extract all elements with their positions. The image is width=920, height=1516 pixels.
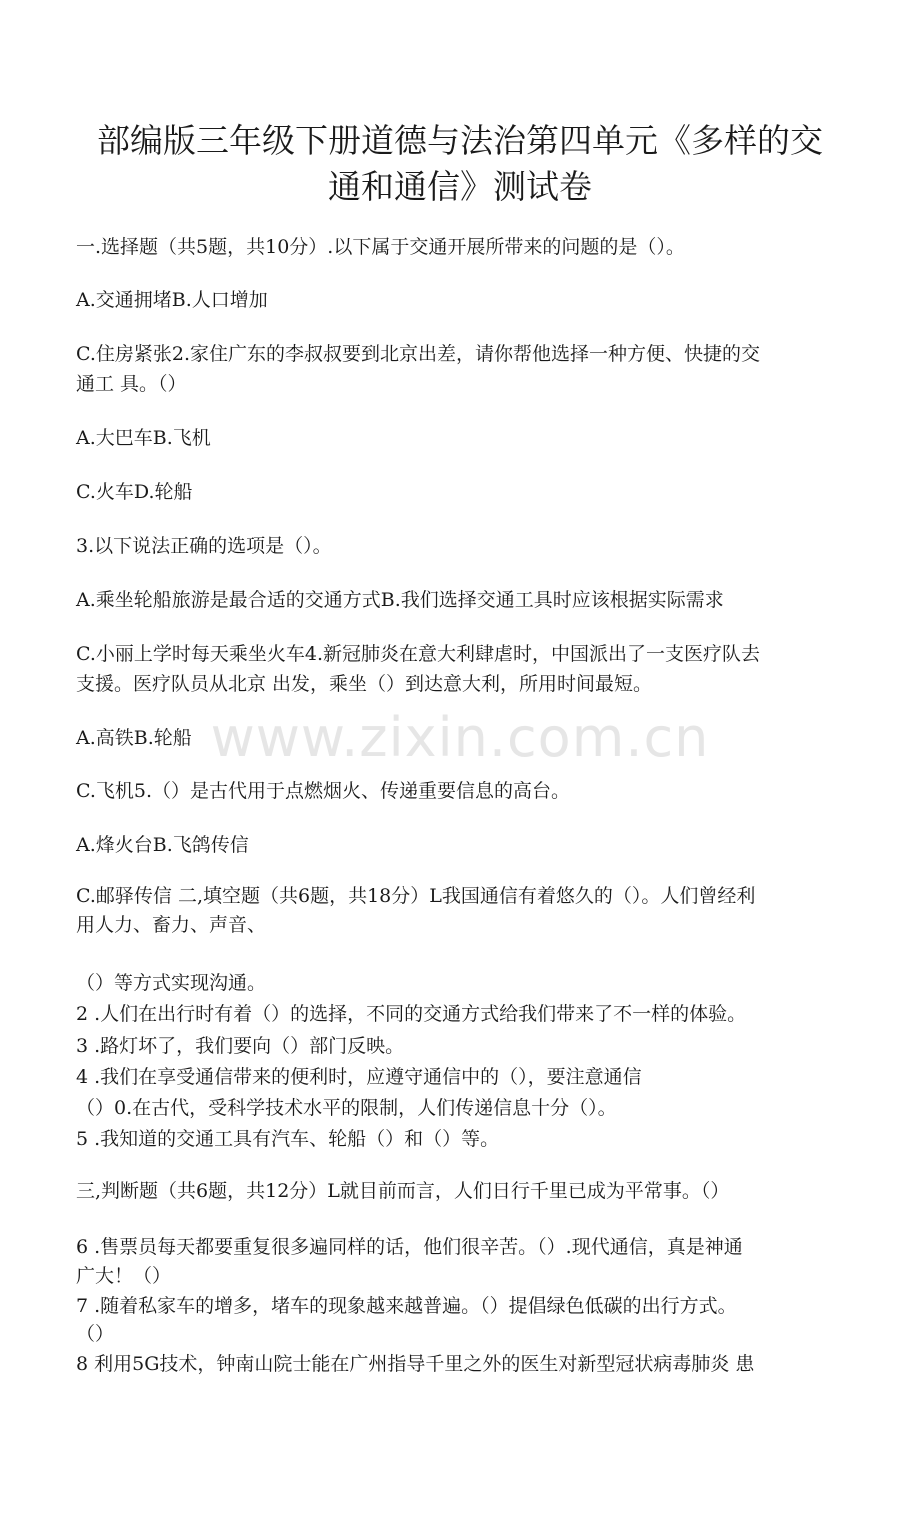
section-1-heading: 一.选择题（共5题，共10分）.以下属于交通开展所带来的问题的是（）。: [76, 236, 685, 258]
section-3-q8: 8 利用5G技术，钟南山院士能在广州指导千里之外的医生对新型冠状病毒肺炎 患: [76, 1353, 755, 1375]
q2-continued: 通工 具。（）: [76, 373, 187, 395]
section-2-q3: 3 .路灯坏了，我们要向（）部门反映。: [76, 1035, 405, 1057]
q2-options-ab: A.大巴车B.飞机: [76, 427, 211, 449]
q3-question: 3.以下说法正确的选项是（）。: [76, 535, 332, 557]
q1-option-c-q2: C.住房紧张2.家住广东的李叔叔要到北京出差，请你帮他选择一种方便、快捷的交: [76, 343, 761, 365]
q5-options-ab: A.烽火台B.飞鸽传信: [76, 834, 249, 856]
document-title: [40, 118, 880, 210]
q5-option-c-section-2: C.邮驿传信 二,填空题（共6题，共18分）L我国通信有着悠久的（）。人们曾经利: [76, 885, 756, 907]
section-2-q2: 2 .人们在出行时有着（）的选择，不同的交通方式给我们带来了不一样的体验。: [76, 1003, 747, 1025]
section-3-heading: 三,判断题（共6题，共12分）L就目前而言，人们日行千里已成为平常事。（）: [76, 1180, 730, 1202]
section-3-q6-continued: 广大！（）: [76, 1265, 172, 1287]
section-2-q1-continued: 用人力、畜力、声音、: [76, 914, 267, 936]
section-2-q4: 4 .我们在享受通信带来的便利时，应遵守通信中的（），要注意通信: [76, 1066, 642, 1088]
section-3-q7-continued: （）: [76, 1323, 115, 1345]
title-line-2: 通和通信》测试卷: [328, 167, 592, 206]
q2-options-cd: C.火车D.轮船: [76, 481, 193, 503]
section-3-q6: 6 .售票员每天都要重复很多遍同样的话，他们很辛苦。（）.现代通信，真是神通: [76, 1236, 743, 1258]
q3-option-c-q4: C.小丽上学时每天乘坐火车4.新冠肺炎在意大利肆虐时，中国派出了一支医疗队去: [76, 643, 761, 665]
q4-continued: 支援。医疗队员从北京 出发，乘坐（）到达意大利，所用时间最短。: [76, 673, 653, 695]
q4-option-c-q5: C.飞机5.（）是古代用于点燃烟火、传递重要信息的高台。: [76, 780, 571, 802]
section-2-q5: 5 .我知道的交通工具有汽车、轮船（）和（）等。: [76, 1128, 500, 1150]
section-2-q4-continued: （）0.在古代，受科学技术水平的限制，人们传递信息十分（）。: [76, 1097, 617, 1119]
title-line-1: 部编版三年级下册道德与法治第四单元《多样的交: [97, 121, 823, 160]
section-2-q1-end: （）等方式实现沟通。: [76, 972, 267, 994]
watermark: www.zixin.com.cn: [210, 706, 710, 769]
section-3-q7: 7 .随着私家车的增多，堵车的现象越来越普遍。（）提倡绿色低碳的出行方式。: [76, 1295, 737, 1317]
q1-options-ab: A.交通拥堵B.人口增加: [76, 289, 268, 311]
q4-options-ab: A.高铁B.轮船: [76, 727, 192, 749]
q3-options-ab: A.乘坐轮船旅游是最合适的交通方式B.我们选择交通工具时应该根据实际需求: [76, 589, 724, 611]
